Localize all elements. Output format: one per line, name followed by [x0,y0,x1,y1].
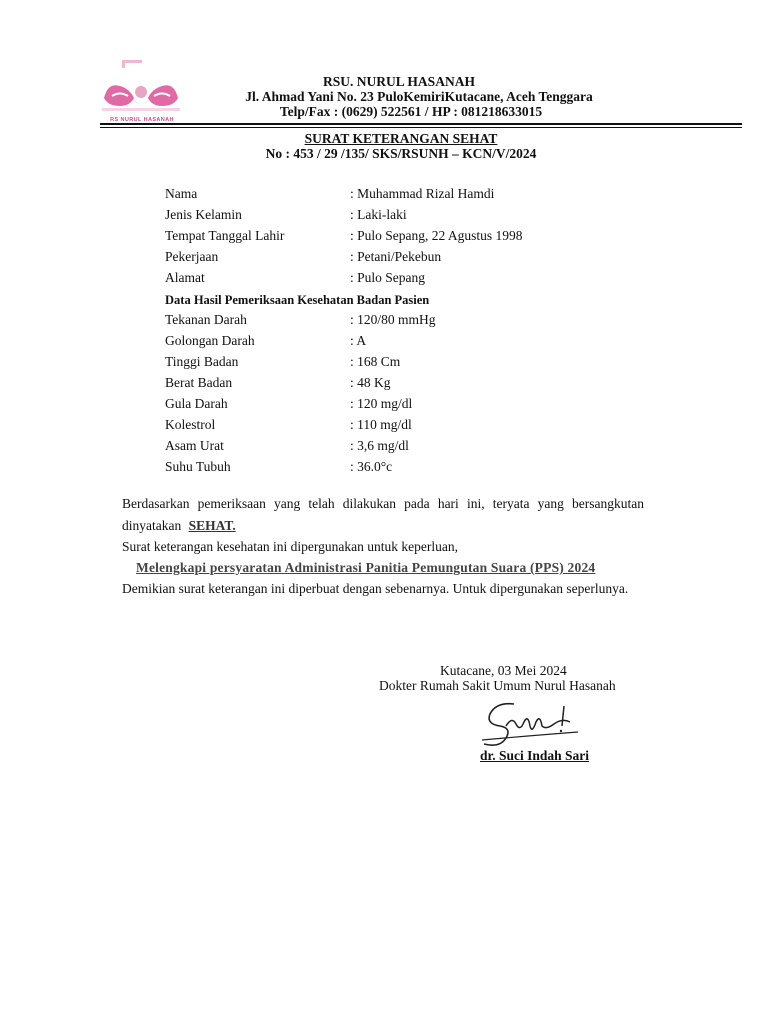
identity-row-address [165,268,685,289]
header-divider-thick [100,123,742,125]
document-number: No : 453 / 29 /135/ SKS/RSUNH – KCN/V/2024 [265,146,537,161]
row-label: Golongan Darah [165,333,255,348]
exam-section-title: Data Hasil Pemeriksaan Kesehatan Badan Pasien [165,293,430,307]
row-label: Berat Badan [165,375,233,390]
header-divider-thin [100,127,742,128]
row-value: : Pulo Sepang [350,270,426,285]
purpose-intro: Surat keterangan kesehatan ini dipergunakan untuk keperluan, [122,539,459,554]
row-value: : A [350,333,367,348]
identity-row-birth [165,226,685,247]
row-value: : 48 Kg [350,375,391,390]
row-value: : Laki-laki [350,207,407,222]
logo-caption: RS NURUL HASANAH [110,117,174,123]
row-label: Tempat Tanggal Lahir [165,228,285,243]
row-value: : 168 Cm [350,354,401,369]
hospital-contact: Telp/Fax : (0629) 522561 / HP : 081218633015 [279,104,543,119]
row-value: : 3,6 mg/dl [350,438,409,453]
row-value: : Pulo Sepang, 22 Agustus 1998 [350,228,523,243]
row-label: Gula Darah [165,396,228,411]
exam-row-height [165,352,685,373]
document-title-text: SURAT KETERANGAN SEHAT [304,131,498,146]
row-value: : 120/80 mmHg [350,312,436,327]
row-label: Tekanan Darah [165,312,247,327]
identity-row-occupation [165,247,685,268]
exam-row-weight [165,373,685,394]
result-statement [122,493,644,537]
row-value: : 36.0°c [350,459,393,474]
exam-row-uric-acid [165,436,685,457]
row-value: : 120 mg/dl [350,396,413,411]
exam-row-blood-pressure [165,310,685,331]
document-title [0,131,768,147]
row-value: : Muhammad Rizal Hamdi [350,186,495,201]
row-label: Kolestrol [165,417,216,432]
exam-row-blood-type [165,331,685,352]
identity-row-name [165,184,685,205]
identity-row-gender [165,205,685,226]
result-statement-text: Berdasarkan pemeriksaan yang telah dilakukan pada hari ini, teryata yang bersangkutan dinyatakan [122,496,644,533]
row-label: Asam Urat [165,438,224,453]
row-value: : Petani/Pekebun [350,249,442,264]
row-label: Nama [165,186,198,201]
signature-place-date: Kutacane, 03 Mei 2024 [440,663,567,678]
hospital-address: Jl. Ahmad Yani No. 23 PuloKemiriKutacane, Aceh Tenggara [245,89,593,104]
row-label: Suhu Tubuh [165,459,231,474]
row-value: : 110 mg/dl [350,417,412,432]
row-label: Jenis Kelamin [165,207,242,222]
exam-row-blood-sugar [165,394,685,415]
exam-row-temperature [165,457,685,478]
signature-role: Dokter Rumah Sakit Umum Nurul Hasanah [379,678,616,693]
patient-data-table [165,184,685,478]
doctor-name: dr. Suci Indah Sari [480,748,590,763]
closing-statement: Demikian surat keterangan ini diperbuat dengan sebenarnya. Untuk dipergunakan seperlunya. [122,581,629,596]
hospital-name: RSU. NURUL HASANAH [323,74,475,89]
row-label: Tinggi Badan [165,354,239,369]
row-label: Alamat [165,270,205,285]
row-label: Pekerjaan [165,249,219,264]
health-status: SEHAT. [188,518,236,533]
purpose-text: Melengkapi persyaratan Administrasi Panitia Pemungutan Suara (PPS) 2024 [136,560,596,575]
exam-row-cholesterol [165,415,685,436]
